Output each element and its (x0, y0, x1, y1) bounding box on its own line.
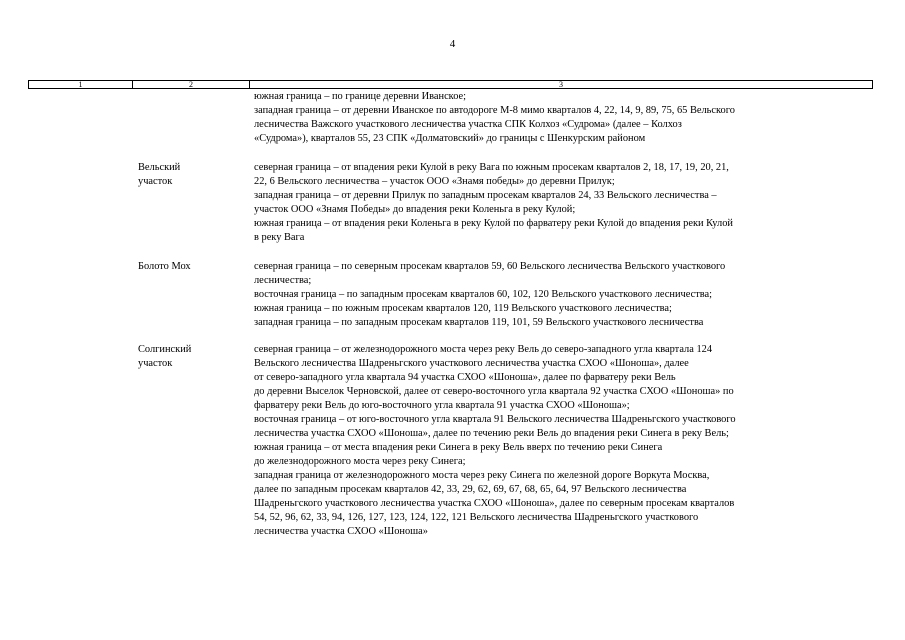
description-line: северная граница – от впадения реки Кулой в реку Вага по южным просекам кварталов 2, 18, 17, 19, 20, 21, (254, 162, 729, 173)
section-description (254, 260, 874, 330)
description-line: западная граница – по западным просекам кварталов 119, 101, 59 Вельского участкового лесничества (254, 317, 704, 328)
section-name-line: Солгинский (138, 344, 192, 355)
section-description (254, 343, 874, 539)
description-line: южная граница – по границе деревни Иванское; (254, 91, 467, 102)
description-line: участок ООО «Знамя Победы» до впадения реки Коленьга в реку Кулой; (254, 204, 576, 215)
description-line: Вельского лесничества Шадреньгского участкового лесничества участка СХОО «Шоноша», далее (254, 358, 689, 369)
description-line: южная граница – от впадения реки Коленьга в реку Кулой по фарватеру реки Кулой до впадения реки Кулой (254, 218, 733, 229)
description-line: восточная граница – от юго-восточного угла квартала 91 Вельского лесничества Шадреньгского участкового (254, 414, 736, 425)
description-line: до железнодорожного моста через реку Синега; (254, 456, 466, 467)
description-line: от северо-западного угла квартала 94 участка СХОО «Шоноша», далее по фарватеру реки Вель (254, 372, 676, 383)
description-line: лесничества участка СХОО «Шоноша» (254, 526, 428, 537)
section-name (138, 161, 248, 189)
section-description (254, 90, 874, 146)
table-header-row (28, 80, 873, 89)
description-line: Шадреньгского участкового лесничества участка СХОО «Шоноша», далее по северным просекам кварталов (254, 498, 735, 509)
description-line: в реку Вага (254, 232, 305, 243)
description-line: северная граница – по северным просекам кварталов 59, 60 Вельского лесничества Вельского участкового (254, 261, 726, 272)
section-name-line: Болото Мох (138, 261, 191, 272)
description-line: западная граница от железнодорожного моста через реку Синега по железной дороге Воркута Москва, (254, 470, 710, 481)
page-number: 4 (449, 38, 456, 50)
description-line: лесничества участка СХОО «Шоноша», далее по течению реки Вель до впадения реки Синега в реку Вель; (254, 428, 729, 439)
description-line: северная граница – от железнодорожного моста через реку Вель до северо-западного угла квартала 124 (254, 344, 713, 355)
description-line: восточная граница – по западным просекам кварталов 60, 102, 120 Вельского участкового лесничества; (254, 289, 713, 300)
description-line: далее по западным просекам кварталов 42, 33, 29, 62, 69, 67, 68, 65, 64, 97 Вельского лесничества (254, 484, 687, 495)
section-name (138, 343, 248, 371)
section-name (138, 260, 248, 274)
section-name-line: Вельский (138, 162, 181, 173)
description-line: 22, 6 Вельского лесничества – участок ООО «Знамя победы» до деревни Прилук; (254, 176, 615, 187)
description-line: лесничества; (254, 275, 312, 286)
description-line: фарватеру реки Вель до юго-восточного угла квартала 91 участка СХОО «Шоноша»; (254, 400, 630, 411)
description-line: до деревни Выселок Черновской, далее от северо-восточного угла квартала 92 участка СХОО «Шоноша» по (254, 386, 734, 397)
description-line: южная граница – по южным просекам кварталов 120, 119 Вельского участкового лесничества; (254, 303, 672, 314)
description-line: южная граница – от места впадения реки Синега в реку Вель вверх по течению реки Синега (254, 442, 663, 453)
section-name-line: участок (138, 358, 173, 369)
description-line: 54, 52, 96, 62, 33, 94, 126, 127, 123, 124, 122, 121 Вельского лесничества Шадреньгского участкового (254, 512, 699, 523)
description-line: западная граница – от деревни Иванское по автодороге М-8 мимо кварталов 4, 22, 14, 9, 89, 75, 65 Вельского (254, 105, 735, 116)
column-number-3: 3 (559, 80, 563, 89)
column-number-1: 1 (29, 81, 133, 88)
section-name-line: участок (138, 176, 173, 187)
description-line: западная граница – от деревни Прилук по западным просекам кварталов 24, 33 Вельского лесничества – (254, 190, 717, 201)
section-description (254, 161, 874, 245)
column-number-2: 2 (133, 81, 250, 88)
description-line: лесничества Важского участкового лесничества участка СПК Колхоз «Судрома» (далее – Колхоз (254, 119, 682, 130)
description-line: «Судрома»), кварталов 55, 23 СПК «Долматовский» до границы с Шенкурским районом (254, 133, 646, 144)
